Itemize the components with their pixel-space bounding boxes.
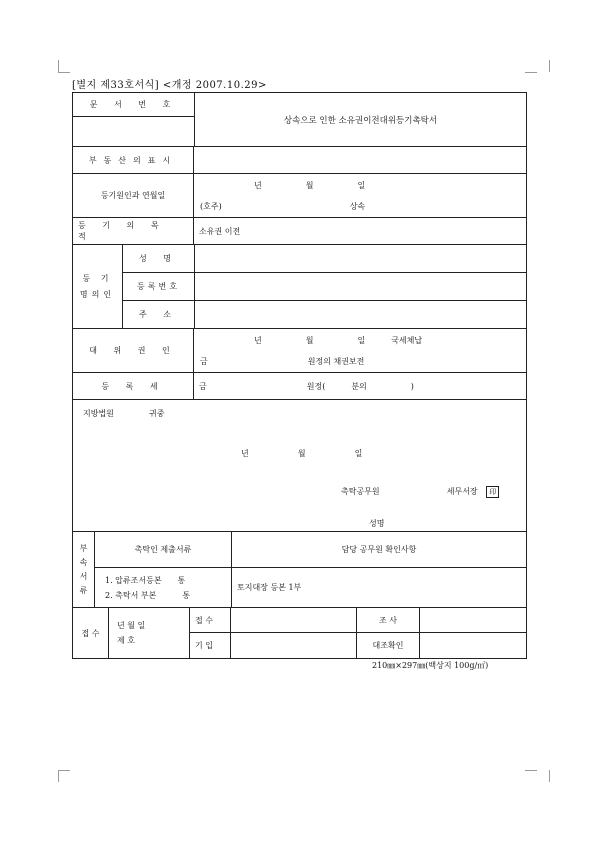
head-of-household: (호주) bbox=[200, 201, 222, 211]
addressee-suffix: 귀중 bbox=[149, 409, 165, 418]
day-label: 일 bbox=[354, 449, 363, 458]
signature-block bbox=[73, 400, 526, 532]
title-row bbox=[73, 93, 526, 147]
property-row bbox=[73, 147, 526, 174]
crop-mark bbox=[58, 60, 71, 72]
crop-mark bbox=[525, 770, 537, 771]
purpose-label: 등 기 의 목 적 bbox=[73, 218, 194, 244]
day-label: 일 bbox=[357, 335, 366, 345]
court-label: 지방법원 bbox=[83, 409, 114, 418]
month-label: 월 bbox=[305, 180, 314, 190]
doc-number-field[interactable] bbox=[73, 117, 194, 146]
official-check-item: 토지대장 등본 1부 bbox=[237, 583, 302, 592]
day-label: 일 bbox=[357, 180, 366, 190]
form-title: 상속으로 인한 소유권이전대위등기촉탁서 bbox=[283, 115, 438, 126]
official-check bbox=[232, 532, 526, 607]
cause-label: 등기원인과 연월일 bbox=[73, 174, 194, 217]
subrogee-row bbox=[73, 329, 526, 373]
amount-prefix: 금 bbox=[199, 381, 207, 391]
doc-number-block bbox=[73, 93, 195, 146]
reg-no-label: 등록번호 bbox=[123, 273, 194, 301]
form-header: [별지 제33호서식] <개정 2007.10.29> bbox=[72, 80, 267, 91]
receipt-number: 제 호 bbox=[117, 636, 135, 645]
process-fields bbox=[231, 608, 357, 658]
process-labels bbox=[190, 608, 231, 658]
holder-row bbox=[73, 245, 526, 329]
submitted-docs-list bbox=[95, 568, 231, 607]
attachments-label: 부 속 서 류 bbox=[73, 532, 95, 607]
entry-label: 기 입 bbox=[195, 640, 213, 650]
month-label: 월 bbox=[297, 449, 306, 458]
processing-field[interactable] bbox=[231, 608, 356, 633]
tax-split: 분의 bbox=[351, 381, 367, 391]
address-field[interactable] bbox=[195, 301, 526, 328]
check-fields bbox=[420, 608, 526, 658]
month-label: 월 bbox=[305, 335, 314, 345]
crop-mark bbox=[58, 770, 71, 782]
name-field[interactable] bbox=[195, 245, 526, 273]
submitted-docs bbox=[95, 532, 232, 607]
amount-prefix: 금 bbox=[200, 356, 208, 366]
official-name: 성명 bbox=[369, 519, 385, 528]
addressee bbox=[83, 408, 164, 419]
purpose-row bbox=[73, 218, 526, 245]
commission-officer bbox=[341, 486, 499, 498]
holder-fields bbox=[195, 245, 526, 328]
official-check-header: 담당 공무원 확인사항 bbox=[232, 532, 526, 568]
property-field[interactable] bbox=[194, 147, 526, 173]
year-label: 년 bbox=[254, 335, 262, 345]
claim-preservation: 원정의 채권보전 bbox=[307, 356, 365, 366]
officer-label: 촉탁공무원 bbox=[341, 487, 380, 496]
cause-field[interactable] bbox=[194, 174, 526, 217]
tax-row bbox=[73, 373, 526, 400]
reg-no-field[interactable] bbox=[195, 273, 526, 301]
crop-mark bbox=[58, 72, 70, 73]
entry-field[interactable] bbox=[231, 633, 356, 657]
signature-date bbox=[241, 448, 362, 459]
commission-form bbox=[72, 92, 527, 659]
holder-label: 등 기 명의인 bbox=[73, 245, 123, 328]
year-label: 년 bbox=[241, 449, 249, 458]
receipt-row bbox=[73, 608, 526, 658]
name-label: 성 명 bbox=[123, 245, 194, 273]
purpose-value: 소유권 이전 bbox=[199, 226, 241, 236]
crop-mark bbox=[537, 60, 550, 72]
processing-label: 접 수 bbox=[190, 608, 230, 633]
receipt-label: 접 수 bbox=[73, 608, 109, 658]
submitted-docs-header: 촉탁인 제출서류 bbox=[95, 532, 231, 568]
receipt-info[interactable] bbox=[109, 608, 190, 658]
crop-mark bbox=[525, 72, 537, 73]
property-label: 부동산의표시 bbox=[73, 147, 194, 173]
paper-spec: 210㎜×297㎜(백상지 100g/㎡) bbox=[372, 661, 489, 670]
attachments-row bbox=[73, 532, 526, 608]
subrogee-field[interactable] bbox=[194, 329, 526, 372]
doc-number-label: 문 서 번 호 bbox=[73, 93, 194, 117]
investigate-label: 조 사 bbox=[357, 608, 419, 633]
tax-close: ) bbox=[410, 381, 414, 391]
investigate-field[interactable] bbox=[420, 608, 526, 633]
inheritance-label: 상속 bbox=[349, 201, 366, 211]
tax-label: 등 록 세 bbox=[73, 373, 194, 399]
cause-row bbox=[73, 174, 526, 218]
attachment-item: 1. 압류조서등본 통 bbox=[105, 575, 186, 585]
tax-delinquency: 국세체납 bbox=[391, 335, 423, 345]
subrogee-label: 대 위 권 인 bbox=[73, 329, 194, 372]
seal-mark: 印 bbox=[486, 486, 499, 498]
address-label: 주 소 bbox=[139, 310, 178, 319]
holder-sub-labels bbox=[123, 245, 195, 328]
tax-office-label: 세무서장 bbox=[446, 487, 478, 496]
crop-mark bbox=[537, 770, 550, 782]
ledger-check-label: 대조확인 bbox=[372, 640, 404, 650]
ledger-check-field[interactable] bbox=[420, 633, 526, 657]
year-label: 년 bbox=[254, 180, 262, 190]
tax-amount-text: 원정( bbox=[306, 381, 326, 391]
check-labels bbox=[357, 608, 420, 658]
tax-field[interactable] bbox=[194, 373, 526, 399]
receipt-date: 년 월 일 bbox=[117, 621, 146, 630]
attachment-item: 2. 촉탁서 부본 통 bbox=[105, 590, 191, 600]
crop-mark bbox=[58, 770, 70, 771]
